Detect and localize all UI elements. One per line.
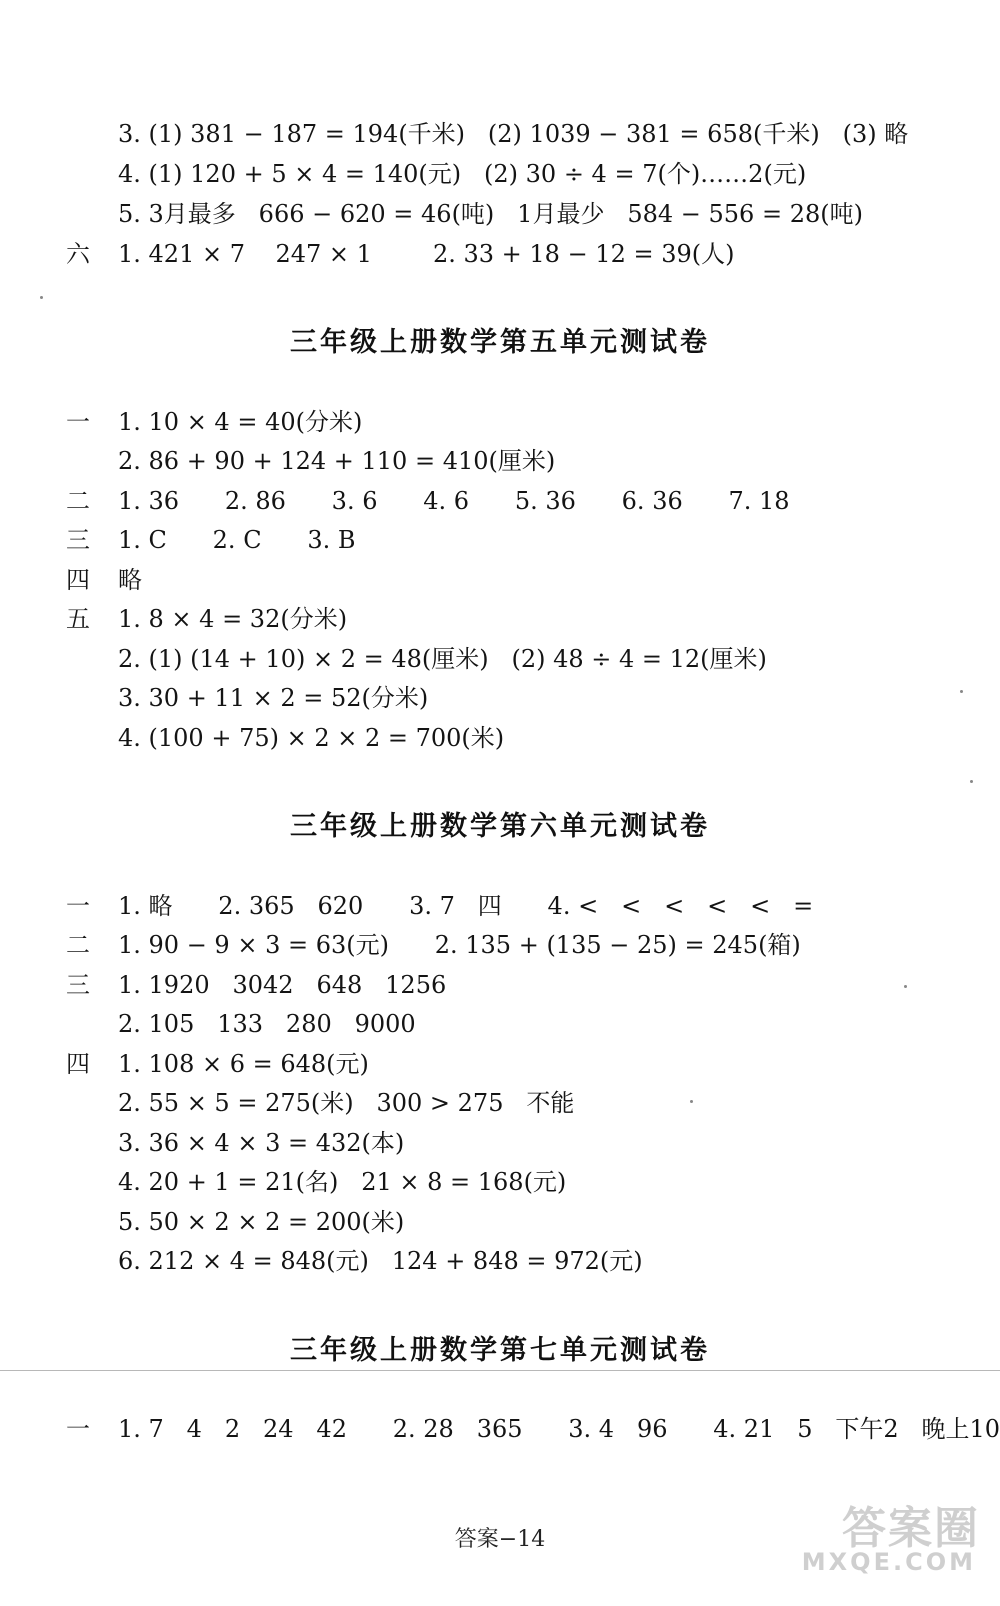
answer-line: 1. 90 − 9 × 3 = 63(元) 2. 135 + (135 − 25) = 245(箱) xyxy=(118,931,801,959)
answer-line: 2. 105 133 280 9000 xyxy=(118,1010,416,1038)
watermark-domain: MXQE.COM xyxy=(801,1548,976,1576)
section-marker: 一 xyxy=(66,892,90,920)
section-marker: 一 xyxy=(66,1415,90,1443)
answer-line: 略 xyxy=(118,566,142,594)
scan-speck xyxy=(40,296,43,299)
answer-line: 4. (1) 120 + 5 × 4 = 140(元) (2) 30 ÷ 4 = 7(个)……2(元) xyxy=(118,160,807,188)
answer-line: 4. 20 + 1 = 21(名) 21 × 8 = 168(元) xyxy=(118,1168,567,1196)
scan-speck xyxy=(960,690,963,693)
answer-line: 6. 212 × 4 = 848(元) 124 + 848 = 972(元) xyxy=(118,1247,643,1275)
section-title: 三年级上册数学第七单元测试卷 xyxy=(290,1335,710,1366)
section-marker: 三 xyxy=(66,526,90,554)
answer-line: 1. 8 × 4 = 32(分米) xyxy=(118,605,348,633)
section-title: 三年级上册数学第六单元测试卷 xyxy=(290,811,710,842)
section-marker: 三 xyxy=(66,971,90,999)
answer-line: 1. 略 2. 365 620 3. 7 四 4. < < < < < = xyxy=(118,892,814,920)
answer-line: 2. 86 + 90 + 124 + 110 = 410(厘米) xyxy=(118,447,556,475)
scan-speck xyxy=(904,985,907,988)
answer-line: 1. 1920 3042 648 1256 xyxy=(118,971,447,999)
answer-line: 3. 36 × 4 × 3 = 432(本) xyxy=(118,1129,405,1157)
answer-line: 1. 421 × 7 247 × 1 2. 33 + 18 − 12 = 39(人) xyxy=(118,240,735,268)
section-marker: 六 xyxy=(66,240,90,268)
section-marker: 四 xyxy=(66,566,90,594)
scan-speck xyxy=(970,780,973,783)
answer-line: 4. (100 + 75) × 2 × 2 = 700(米) xyxy=(118,724,505,752)
watermark-logo xyxy=(786,1492,986,1584)
section-marker: 二 xyxy=(66,931,90,959)
answer-line: 1. 7 4 2 24 42 2. 28 365 3. 4 96 4. 21 5 下午2 晚上10 xyxy=(118,1415,1000,1443)
answer-line: 1. 10 × 4 = 40(分米) xyxy=(118,408,363,436)
answer-line: 5. 3月最多 666 − 620 = 46(吨) 1月最少 584 − 556 = 28(吨) xyxy=(118,200,863,228)
section-marker: 一 xyxy=(66,408,90,436)
section-title: 三年级上册数学第五单元测试卷 xyxy=(290,327,710,358)
section-marker: 五 xyxy=(66,605,90,633)
page-number: 答案−14 xyxy=(454,1527,546,1552)
scan-speck xyxy=(690,1100,693,1103)
answer-line: 1. 36 2. 86 3. 6 4. 6 5. 36 6. 36 7. 18 xyxy=(118,487,790,515)
answer-line: 3. (1) 381 − 187 = 194(千米) (2) 1039 − 381 = 658(千米) (3) 略 xyxy=(118,120,909,148)
scan-fold-line xyxy=(0,1370,1000,1371)
answer-line: 5. 50 × 2 × 2 = 200(米) xyxy=(118,1208,405,1236)
watermark-text: 答案圈 xyxy=(842,1503,980,1554)
answer-line: 2. (1) (14 + 10) × 2 = 48(厘米) (2) 48 ÷ 4 = 12(厘米) xyxy=(118,645,767,673)
answer-line: 3. 30 + 11 × 2 = 52(分米) xyxy=(118,684,429,712)
answer-line: 1. C 2. C 3. B xyxy=(118,526,356,554)
answer-line: 1. 108 × 6 = 648(元) xyxy=(118,1050,369,1078)
section-marker: 二 xyxy=(66,487,90,515)
answer-line: 2. 55 × 5 = 275(米) 300 > 275 不能 xyxy=(118,1089,575,1117)
section-marker: 四 xyxy=(66,1050,90,1078)
